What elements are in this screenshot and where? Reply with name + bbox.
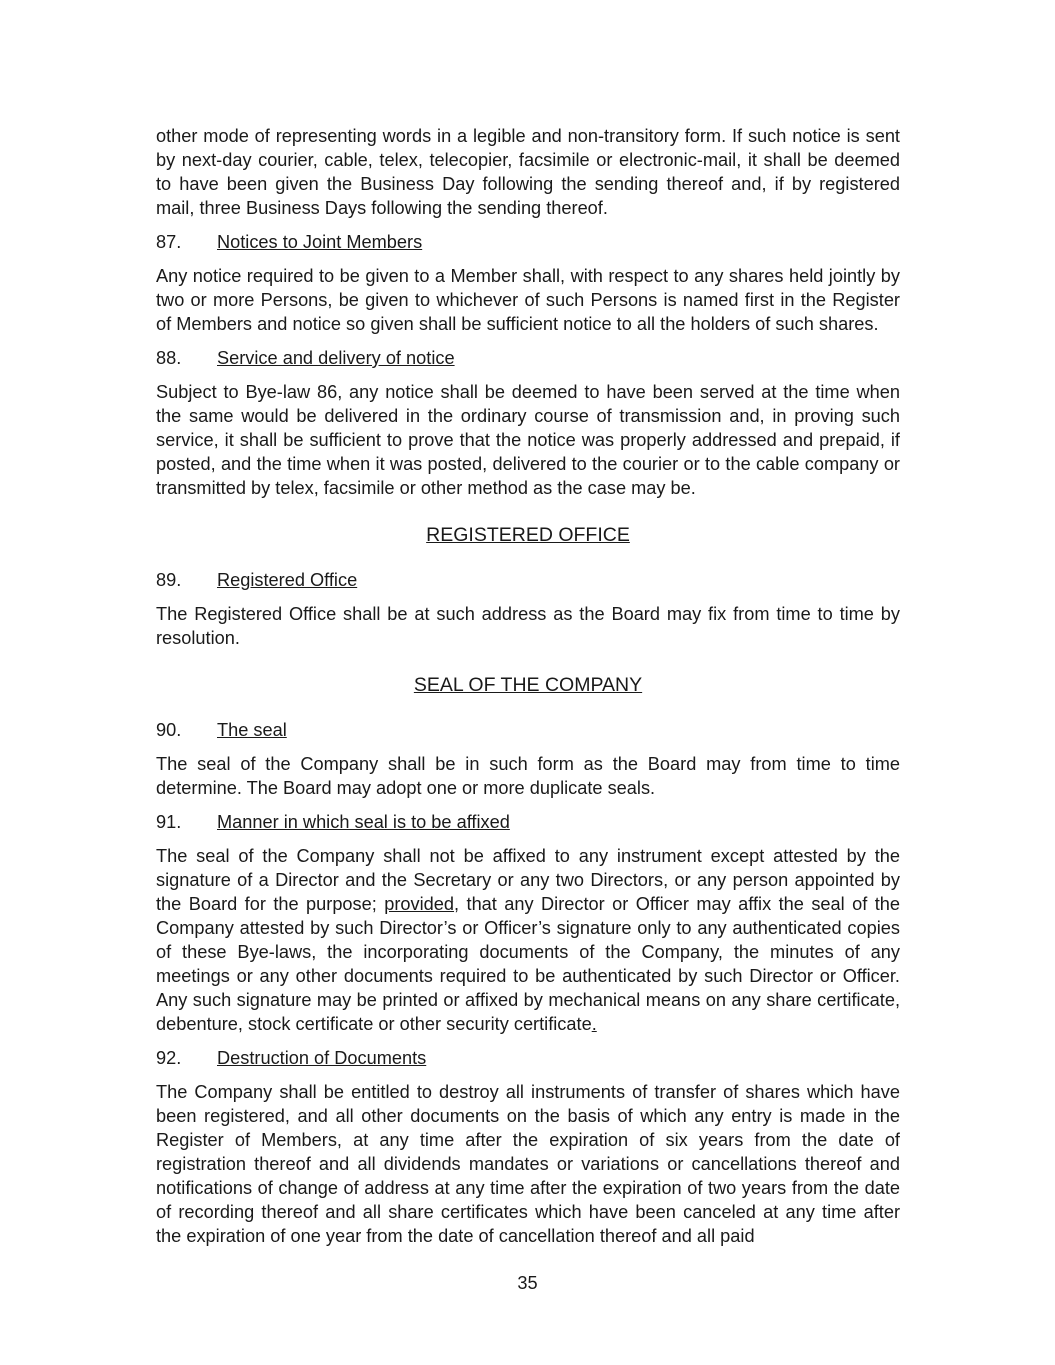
document-page (156, 124, 900, 1248)
section-92-heading (156, 1046, 900, 1070)
section-88-number: 88. (156, 348, 182, 368)
section-92-number: 92. (156, 1048, 182, 1068)
section-91-body-end: . (591, 1014, 597, 1034)
section-87-number: 87. (156, 232, 182, 252)
section-90-title: The seal (217, 720, 287, 740)
section-87-heading (156, 230, 900, 254)
page-number: 35 (517, 1273, 538, 1293)
section-90-heading (156, 718, 900, 742)
section-87-title: Notices to Joint Members (217, 232, 423, 252)
section-89-number: 89. (156, 570, 182, 590)
section-92-body: The Company shall be entitled to destroy all instruments of transfer of shares which have been registered, and all other documents on the basis of which any entry is made in the Register of Members, at any time after the expiration of six years from the date of registration thereof and all dividends mandates or variations or cancellations thereof and notifications of change of address at any time after the expiration of two years from the date of recording thereof and all share certificates which have been canceled at any time after the expiration of one year from the date of cancellation thereof and all paid (156, 1082, 900, 1246)
section-88-heading (156, 346, 900, 370)
section-89-title: Registered Office (217, 570, 358, 590)
section-89-heading (156, 568, 900, 592)
seal-heading: SEAL OF THE COMPANY (413, 674, 643, 696)
section-88-body: Subject to Bye-law 86, any notice shall be deemed to have been served at the time when the same would be delivered in the ordinary course of transmission and, in proving such service, it shall be sufficient to prove that the notice was properly addressed and prepaid, if posted, and the time when it was posted, delivered to the courier or to the cable company or transmitted by telex, facsimile or other method as the case may be. (156, 382, 900, 498)
section-91-title: Manner in which seal is to be affixed (217, 812, 510, 832)
section-87-body: Any notice required to be given to a Member shall, with respect to any shares held jointly by two or more Persons, be given to whichever of such Persons is named first in the Register of Members and notice so given shall be sufficient notice to all the holders of such shares. (156, 266, 900, 334)
registered-office-heading: REGISTERED OFFICE (426, 524, 630, 546)
section-91-body (156, 844, 900, 1036)
continuation-paragraph: other mode of representing words in a legible and non-transitory form. If such notice is sent by next-day courier, cable, telex, telecopier, facsimile or electronic-mail, it shall be deemed to have been given the Business Day following the sending thereof and, if by registered mail, three Business Days following the sending thereof. (156, 126, 900, 218)
section-91-body-part1: The seal of the Company shall not be affixed to any instrument except attested by the signature of a Director and the Secretary or any two Directors, or any person appointed by the Board for the purpose; (156, 846, 900, 914)
section-90-body: The seal of the Company shall be in such form as the Board may from time to time determine. The Board may adopt one or more duplicate seals. (156, 754, 900, 798)
section-91-number: 91. (156, 812, 182, 832)
section-92-title: Destruction of Documents (217, 1048, 427, 1068)
section-91-body-part2: , that any Director or Officer may affix the seal of the Company attested by such Director’s or Officer’s signature only to any authenticated copies of these Bye-laws, the incorporating documents of the Company, the minutes of any meetings or any other documents required to be authenticated by such Director or Officer. Any such signature may be printed or affixed by mechanical means on any share certificate, debenture, stock certificate or other security certificate (156, 894, 900, 1034)
section-90-number: 90. (156, 720, 182, 740)
section-91-provided: provided (384, 894, 455, 914)
section-91-heading (156, 810, 900, 834)
section-89-body: The Registered Office shall be at such address as the Board may fix from time to time by resolution. (156, 604, 900, 648)
section-88-title: Service and delivery of notice (217, 348, 455, 368)
